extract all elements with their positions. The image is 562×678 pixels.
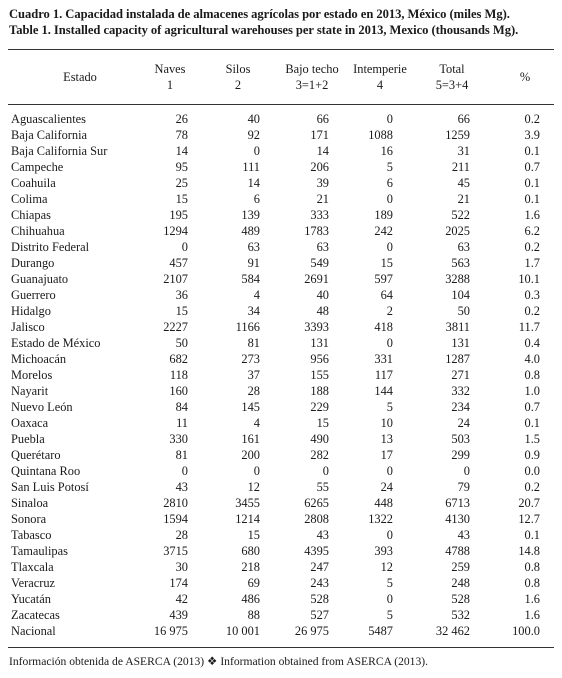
cell-intemperie: 189 [374, 208, 393, 222]
cell-naves: 15 [175, 192, 188, 206]
cell-total: 0 [463, 464, 470, 478]
table-row [0, 335, 562, 351]
cell-percent: 1.6 [524, 208, 540, 222]
cell-bajo-techo: 39 [316, 176, 329, 190]
cell-intemperie: 16 [380, 144, 393, 158]
cell-intemperie: 1088 [368, 128, 393, 142]
cell-total: 3811 [445, 320, 470, 334]
cell-total: 532 [451, 608, 470, 622]
cell-estado: Tabasco [11, 528, 52, 542]
cell-total: 31 [457, 144, 470, 158]
cell-silos: 1166 [235, 320, 260, 334]
cell-bajo-techo: 63 [316, 240, 329, 254]
cell-estado: Campeche [11, 160, 64, 174]
cell-bajo-techo: 48 [316, 304, 329, 318]
cell-total: 522 [451, 208, 470, 222]
cell-intemperie: 12 [380, 560, 393, 574]
cell-total: 4130 [445, 512, 470, 526]
cell-bajo-techo: 6265 [304, 496, 329, 510]
cell-silos: 92 [247, 128, 260, 142]
cell-silos: 0 [253, 144, 260, 158]
cell-silos: 139 [241, 208, 260, 222]
table-row [0, 591, 562, 607]
cell-intemperie: 597 [374, 272, 393, 286]
table-row [0, 447, 562, 463]
header-total: Total 5=3+4 [435, 62, 469, 92]
cell-percent: 0.3 [524, 288, 540, 302]
cell-percent: 0.1 [524, 192, 540, 206]
cell-bajo-techo: 26 975 [294, 624, 329, 638]
cell-percent: 6.2 [524, 224, 540, 238]
cell-naves: 84 [175, 400, 188, 414]
table-row [0, 495, 562, 511]
cell-total: 24 [457, 416, 470, 430]
table-row [0, 559, 562, 575]
cell-intemperie: 5 [386, 400, 393, 414]
cell-intemperie: 5 [386, 576, 393, 590]
cell-intemperie: 393 [374, 544, 393, 558]
cell-intemperie: 0 [386, 592, 393, 606]
cell-silos: 37 [247, 368, 260, 382]
cell-intemperie: 64 [380, 288, 393, 302]
cell-total: 32 462 [435, 624, 470, 638]
cell-intemperie: 10 [380, 416, 393, 430]
cell-estado: Baja California [11, 128, 88, 142]
cell-percent: 0.7 [524, 400, 540, 414]
cell-estado: Nayarit [11, 384, 49, 398]
cell-intemperie: 0 [386, 336, 393, 350]
cell-total: 1259 [445, 128, 470, 142]
cell-total: 3288 [445, 272, 470, 286]
cell-naves: 95 [175, 160, 188, 174]
cell-estado: Querétaro [11, 448, 61, 462]
table-row [0, 239, 562, 255]
caption-english: Table 1. Installed capacity of agricultural warehouses per state in 2013, Mexico (thousands Mg). [9, 23, 519, 37]
cell-percent: 4.0 [524, 352, 540, 366]
cell-percent: 1.7 [524, 256, 540, 270]
cell-silos: 10 001 [225, 624, 260, 638]
cell-total: 234 [451, 400, 470, 414]
cell-silos: 40 [247, 112, 260, 126]
cell-naves: 26 [175, 112, 188, 126]
cell-total: 271 [451, 368, 470, 382]
cell-estado: Yucatán [11, 592, 51, 606]
cell-naves: 11 [176, 416, 188, 430]
cell-percent: 0.1 [524, 528, 540, 542]
cell-naves: 1294 [163, 224, 188, 238]
cell-bajo-techo: 0 [322, 464, 329, 478]
cell-silos: 4 [253, 288, 260, 302]
table-row [0, 575, 562, 591]
cell-estado: Puebla [11, 432, 45, 446]
header-intemperie: Intemperie 4 [353, 62, 407, 92]
table-row [0, 367, 562, 383]
cell-percent: 12.7 [518, 512, 540, 526]
cell-naves: 2107 [163, 272, 188, 286]
cell-silos: 486 [241, 592, 260, 606]
cell-total: 45 [457, 176, 470, 190]
table-row [0, 207, 562, 223]
cell-intemperie: 24 [380, 480, 393, 494]
table-row [0, 511, 562, 527]
header-silos: Silos 2 [225, 62, 251, 92]
cell-naves: 330 [169, 432, 188, 446]
cell-naves: 457 [169, 256, 188, 270]
cell-estado: Durango [11, 256, 55, 270]
cell-silos: 680 [241, 544, 260, 558]
cell-silos: 4 [253, 416, 260, 430]
cell-percent: 0.7 [524, 160, 540, 174]
cell-bajo-techo: 14 [316, 144, 329, 158]
cell-percent: 1.6 [524, 592, 540, 606]
cell-percent: 0.1 [524, 176, 540, 190]
table-row [0, 111, 562, 127]
cell-estado: Zacatecas [11, 608, 60, 622]
cell-estado: Colima [11, 192, 48, 206]
cell-intemperie: 0 [386, 192, 393, 206]
cell-estado: Michoacán [11, 352, 67, 366]
cell-percent: 10.1 [518, 272, 540, 286]
cell-total: 4788 [445, 544, 470, 558]
cell-naves: 2810 [163, 496, 188, 510]
cell-percent: 14.8 [518, 544, 540, 558]
cell-estado: Estado de México [11, 336, 101, 350]
cell-naves: 43 [175, 480, 188, 494]
cell-percent: 11.7 [518, 320, 540, 334]
cell-naves: 36 [175, 288, 188, 302]
cell-intemperie: 242 [374, 224, 393, 238]
cell-naves: 2227 [163, 320, 188, 334]
cell-intemperie: 5 [386, 160, 393, 174]
cell-percent: 0.2 [524, 112, 540, 126]
table-row [0, 143, 562, 159]
table-row [0, 255, 562, 271]
cell-total: 2025 [445, 224, 470, 238]
cell-bajo-techo: 956 [310, 352, 329, 366]
table-row [0, 431, 562, 447]
table-row [0, 351, 562, 367]
cell-percent: 20.7 [518, 496, 540, 510]
cell-naves: 160 [169, 384, 188, 398]
cell-total: 63 [457, 240, 470, 254]
cell-silos: 218 [241, 560, 260, 574]
cell-naves: 174 [169, 576, 188, 590]
cell-naves: 439 [169, 608, 188, 622]
cell-silos: 273 [241, 352, 260, 366]
cell-total: 211 [451, 160, 470, 174]
cell-silos: 12 [247, 480, 260, 494]
cell-estado: Morelos [11, 368, 53, 382]
cell-naves: 50 [175, 336, 188, 350]
table-row [0, 191, 562, 207]
table-row [0, 527, 562, 543]
cell-silos: 3455 [235, 496, 260, 510]
cell-intemperie: 1322 [368, 512, 393, 526]
table-row [0, 607, 562, 623]
cell-percent: 0.4 [524, 336, 540, 350]
cell-bajo-techo: 247 [310, 560, 329, 574]
cell-estado: Hidalgo [11, 304, 51, 318]
header-rule [8, 104, 554, 105]
cell-silos: 15 [247, 528, 260, 542]
cell-bajo-techo: 1783 [304, 224, 329, 238]
cell-total: 1287 [445, 352, 470, 366]
cell-intemperie: 6 [386, 176, 393, 190]
cell-silos: 34 [247, 304, 260, 318]
table-row [0, 463, 562, 479]
cell-estado: Guerrero [11, 288, 56, 302]
cell-bajo-techo: 21 [316, 192, 329, 206]
cell-total: 131 [451, 336, 470, 350]
cell-intemperie: 5 [386, 608, 393, 622]
cell-estado: Distrito Federal [11, 240, 90, 254]
cell-estado: Chihuahua [11, 224, 65, 238]
cell-estado: Nuevo León [11, 400, 73, 414]
cell-silos: 489 [241, 224, 260, 238]
cell-intemperie: 13 [380, 432, 393, 446]
cell-bajo-techo: 333 [310, 208, 329, 222]
cell-naves: 15 [175, 304, 188, 318]
table-row [0, 543, 562, 559]
cell-bajo-techo: 131 [310, 336, 329, 350]
cell-silos: 200 [241, 448, 260, 462]
cell-intemperie: 2 [386, 304, 393, 318]
cell-naves: 195 [169, 208, 188, 222]
cell-bajo-techo: 15 [316, 416, 329, 430]
cell-percent: 0.9 [524, 448, 540, 462]
table-row [0, 159, 562, 175]
table-row [0, 303, 562, 319]
table-row [0, 415, 562, 431]
cell-naves: 30 [175, 560, 188, 574]
cell-estado: Chiapas [11, 208, 51, 222]
cell-bajo-techo: 229 [310, 400, 329, 414]
table-row [0, 383, 562, 399]
cell-percent: 0.1 [524, 416, 540, 430]
top-rule [8, 49, 554, 50]
cell-estado: Baja California Sur [11, 144, 108, 158]
cell-bajo-techo: 2691 [304, 272, 329, 286]
cell-percent: 1.5 [524, 432, 540, 446]
cell-bajo-techo: 171 [310, 128, 329, 142]
cell-intemperie: 0 [386, 528, 393, 542]
cell-naves: 16 975 [153, 624, 188, 638]
table-row [0, 175, 562, 191]
cell-total: 43 [457, 528, 470, 542]
table-row [0, 623, 562, 639]
cell-estado: Veracruz [11, 576, 56, 590]
table-row [0, 319, 562, 335]
cell-bajo-techo: 490 [310, 432, 329, 446]
cell-estado: Sinaloa [11, 496, 49, 510]
cell-estado: Quintana Roo [11, 464, 81, 478]
cell-bajo-techo: 528 [310, 592, 329, 606]
cell-percent: 0.2 [524, 240, 540, 254]
table-body [0, 111, 562, 639]
cell-percent: 0.8 [524, 368, 540, 382]
cell-silos: 81 [247, 336, 260, 350]
cell-naves: 0 [181, 464, 188, 478]
cell-silos: 69 [247, 576, 260, 590]
cell-bajo-techo: 2808 [304, 512, 329, 526]
cell-intemperie: 0 [386, 112, 393, 126]
table-row [0, 223, 562, 239]
cell-silos: 1214 [235, 512, 260, 526]
cell-silos: 111 [242, 160, 260, 174]
cell-naves: 14 [175, 144, 188, 158]
cell-bajo-techo: 206 [310, 160, 329, 174]
cell-intemperie: 448 [374, 496, 393, 510]
cell-bajo-techo: 3393 [304, 320, 329, 334]
header-estado: Estado [63, 70, 97, 84]
cell-silos: 88 [247, 608, 260, 622]
cell-total: 66 [457, 112, 470, 126]
table-row [0, 271, 562, 287]
cell-silos: 6 [253, 192, 260, 206]
cell-estado: Nacional [11, 624, 56, 638]
cell-bajo-techo: 4395 [304, 544, 329, 558]
cell-percent: 0.1 [524, 144, 540, 158]
cell-silos: 145 [241, 400, 260, 414]
cell-estado: Tlaxcala [11, 560, 54, 574]
cell-estado: San Luis Potosí [11, 480, 89, 494]
cell-percent: 100.0 [512, 624, 540, 638]
caption-spanish: Cuadro 1. Capacidad instalada de almacenes agrícolas por estado en 2013, México (miles Mg). [9, 7, 510, 21]
cell-total: 528 [451, 592, 470, 606]
cell-total: 332 [451, 384, 470, 398]
cell-total: 248 [451, 576, 470, 590]
cell-intemperie: 331 [374, 352, 393, 366]
cell-total: 79 [457, 480, 470, 494]
cell-bajo-techo: 43 [316, 528, 329, 542]
cell-bajo-techo: 549 [310, 256, 329, 270]
cell-intemperie: 17 [380, 448, 393, 462]
cell-estado: Aguascalientes [11, 112, 87, 126]
cell-estado: Tamaulipas [11, 544, 68, 558]
cell-bajo-techo: 66 [316, 112, 329, 126]
table-row [0, 287, 562, 303]
cell-percent: 3.9 [524, 128, 540, 142]
cell-percent: 0.8 [524, 576, 540, 590]
cell-intemperie: 15 [380, 256, 393, 270]
cell-estado: Guanajuato [11, 272, 69, 286]
header-naves: Naves 1 [154, 62, 186, 92]
cell-silos: 28 [247, 384, 260, 398]
cell-percent: 0.0 [524, 464, 540, 478]
cell-estado: Coahuila [11, 176, 56, 190]
header-percent: % [519, 70, 531, 84]
cell-estado: Sonora [11, 512, 47, 526]
cell-total: 21 [457, 192, 470, 206]
cell-intemperie: 5487 [368, 624, 393, 638]
cell-bajo-techo: 527 [310, 608, 329, 622]
cell-total: 104 [451, 288, 470, 302]
table-caption [9, 6, 557, 38]
cell-naves: 0 [181, 240, 188, 254]
header-bajo-techo: Bajo techo 3=1+2 [285, 62, 339, 92]
bottom-rule [8, 647, 554, 648]
cell-silos: 91 [247, 256, 260, 270]
cell-percent: 0.2 [524, 480, 540, 494]
cell-naves: 81 [175, 448, 188, 462]
cell-silos: 63 [247, 240, 260, 254]
cell-silos: 0 [253, 464, 260, 478]
table-row [0, 127, 562, 143]
cell-naves: 682 [169, 352, 188, 366]
cell-bajo-techo: 188 [310, 384, 329, 398]
cell-intemperie: 0 [386, 240, 393, 254]
cell-intemperie: 418 [374, 320, 393, 334]
cell-silos: 161 [241, 432, 260, 446]
cell-naves: 3715 [163, 544, 188, 558]
cell-bajo-techo: 40 [316, 288, 329, 302]
cell-total: 50 [457, 304, 470, 318]
cell-bajo-techo: 155 [310, 368, 329, 382]
cell-intemperie: 0 [386, 464, 393, 478]
cell-percent: 0.8 [524, 560, 540, 574]
cell-naves: 25 [175, 176, 188, 190]
cell-total: 299 [451, 448, 470, 462]
cell-bajo-techo: 282 [310, 448, 329, 462]
cell-naves: 28 [175, 528, 188, 542]
cell-total: 6713 [445, 496, 470, 510]
cell-percent: 1.0 [524, 384, 540, 398]
footnote: Información obtenida de ASERCA (2013) ❖ Information obtained from ASERCA (2013). [9, 655, 429, 668]
cell-percent: 1.6 [524, 608, 540, 622]
cell-naves: 42 [175, 592, 188, 606]
cell-estado: Oaxaca [11, 416, 49, 430]
table-row [0, 399, 562, 415]
table-row [0, 479, 562, 495]
cell-intemperie: 144 [374, 384, 393, 398]
cell-percent: 0.2 [524, 304, 540, 318]
cell-total: 503 [451, 432, 470, 446]
cell-bajo-techo: 243 [310, 576, 329, 590]
cell-naves: 118 [169, 368, 188, 382]
cell-total: 563 [451, 256, 470, 270]
cell-intemperie: 117 [374, 368, 393, 382]
cell-estado: Jalisco [11, 320, 45, 334]
cell-naves: 1594 [163, 512, 188, 526]
cell-naves: 78 [175, 128, 188, 142]
cell-bajo-techo: 55 [316, 480, 329, 494]
cell-total: 259 [451, 560, 470, 574]
cell-silos: 14 [247, 176, 260, 190]
cell-silos: 584 [241, 272, 260, 286]
